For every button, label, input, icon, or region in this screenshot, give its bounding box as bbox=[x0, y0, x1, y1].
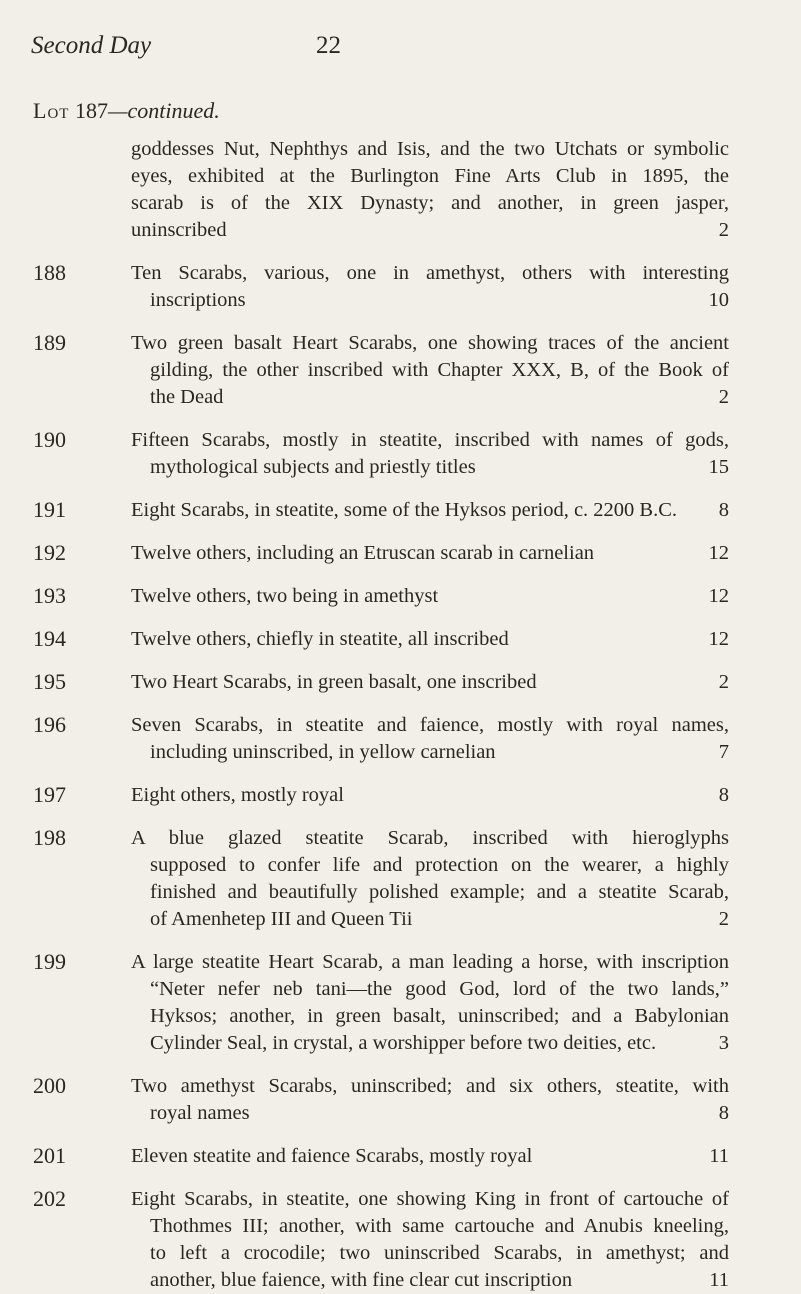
description-line: gilding, the other inscribed with Chapter XXX, B, of the Book of bbox=[150, 359, 729, 381]
description-line: Ten Scarabs, various, one in amethyst, others with interesting bbox=[131, 262, 729, 284]
lot-number: 200 bbox=[33, 1073, 66, 1098]
description-line: Twelve others, including an Etruscan scarab in carnelian 12 bbox=[131, 540, 729, 567]
lot-number: 197 bbox=[33, 782, 66, 807]
lot-quantity: 2 bbox=[718, 671, 729, 693]
lot-description bbox=[131, 136, 729, 244]
description-line: inscriptions 10 bbox=[131, 287, 729, 314]
description-line: Cylinder Seal, in crystal, a worshipper before two deities, etc. 3 bbox=[131, 1030, 729, 1057]
lot-quantity: 2 bbox=[718, 219, 729, 241]
lot-quantity: 11 bbox=[709, 1269, 729, 1291]
lot-description bbox=[131, 1073, 729, 1127]
lot-number: 193 bbox=[33, 583, 66, 608]
section-title: Second Day bbox=[31, 32, 152, 59]
description-line: another, blue faience, with fine clear cut inscription 11 bbox=[131, 1267, 729, 1294]
lot-quantity: 3 bbox=[718, 1032, 729, 1054]
lot-quantity: 12 bbox=[708, 542, 729, 564]
continued-label: —continued. bbox=[107, 98, 220, 123]
description-line: Twelve others, two being in amethyst 12 bbox=[131, 583, 729, 610]
page-number: 22 bbox=[316, 32, 341, 59]
lot-description bbox=[131, 1186, 729, 1294]
lot-quantity: 11 bbox=[709, 1145, 729, 1167]
description-line: eyes, exhibited at the Burlington Fine Arts Club in 1895, the bbox=[131, 165, 729, 187]
lot-quantity: 2 bbox=[718, 386, 729, 408]
description-line: Hyksos; another, in green basalt, uninscribed; and a Babylonian bbox=[150, 1005, 729, 1027]
lot-description bbox=[131, 825, 729, 933]
lot-number: 191 bbox=[33, 497, 66, 522]
lot-description bbox=[131, 260, 729, 314]
description-line: Eight Scarabs, in steatite, one showing King in front of cartouche of bbox=[131, 1188, 729, 1210]
lot-number: 194 bbox=[33, 626, 66, 651]
lot-description bbox=[131, 1143, 729, 1170]
lot-number: 199 bbox=[33, 949, 66, 974]
lot-number: 196 bbox=[33, 712, 66, 737]
lot-heading bbox=[33, 98, 220, 124]
description-line: Eight others, mostly royal 8 bbox=[131, 782, 729, 809]
lot-description bbox=[131, 497, 729, 524]
description-line: Twelve others, chiefly in steatite, all inscribed 12 bbox=[131, 626, 729, 653]
description-line: scarab is of the XIX Dynasty; and another, in green jasper, bbox=[131, 192, 729, 214]
page-header bbox=[31, 32, 591, 72]
lot-number: 190 bbox=[33, 427, 66, 452]
description-line: to left a crocodile; two uninscribed Scarabs, in amethyst; and bbox=[150, 1242, 729, 1264]
lot-number: 195 bbox=[33, 669, 66, 694]
description-line: finished and beautifully polished example; and a steatite Scarab, bbox=[150, 881, 729, 903]
lot-number: 201 bbox=[33, 1143, 66, 1168]
description-line: uninscribed 2 bbox=[131, 217, 729, 244]
description-line: including uninscribed, in yellow carnelian 7 bbox=[131, 739, 729, 766]
lot-description bbox=[131, 782, 729, 809]
lot-description bbox=[131, 427, 729, 481]
description-line: Eight Scarabs, in steatite, some of the Hyksos period, c. 2200 B.C. 8 bbox=[131, 497, 729, 524]
lot-number: 189 bbox=[33, 330, 66, 355]
description-line: goddesses Nut, Nephthys and Isis, and the two Utchats or symbolic bbox=[131, 138, 729, 160]
lot-description bbox=[131, 626, 729, 653]
lot-number: 202 bbox=[33, 1186, 66, 1211]
description-line: Two amethyst Scarabs, uninscribed; and six others, steatite, with bbox=[131, 1075, 729, 1097]
description-line: A large steatite Heart Scarab, a man leading a horse, with inscription bbox=[131, 951, 729, 973]
lot-label: Lot bbox=[33, 98, 70, 123]
lot-quantity: 2 bbox=[718, 908, 729, 930]
lot-quantity: 10 bbox=[708, 289, 729, 311]
lot-description bbox=[131, 712, 729, 766]
lot-number: 192 bbox=[33, 540, 66, 565]
lot-heading-number: 187 bbox=[74, 98, 108, 123]
description-line: mythological subjects and priestly titles 15 bbox=[131, 454, 729, 481]
lot-quantity: 12 bbox=[708, 628, 729, 650]
lot-description bbox=[131, 583, 729, 610]
lot-number: 188 bbox=[33, 260, 66, 285]
description-line: A blue glazed steatite Scarab, inscribed with hieroglyphs bbox=[131, 827, 729, 849]
description-line: the Dead 2 bbox=[131, 384, 729, 411]
description-line: supposed to confer life and protection on the wearer, a highly bbox=[150, 854, 729, 876]
description-line: royal names 8 bbox=[131, 1100, 729, 1127]
lot-quantity: 12 bbox=[708, 585, 729, 607]
description-line: Two Heart Scarabs, in green basalt, one inscribed 2 bbox=[131, 669, 729, 696]
lot-quantity: 8 bbox=[718, 1102, 729, 1124]
description-line: of Amenhetep III and Queen Tii 2 bbox=[131, 906, 729, 933]
lot-description bbox=[131, 949, 729, 1057]
description-line: “Neter nefer neb tani—the good God, lord of the two lands,” bbox=[150, 978, 729, 1000]
description-line: Eleven steatite and faience Scarabs, mostly royal 11 bbox=[131, 1143, 729, 1170]
lot-description bbox=[131, 669, 729, 696]
lot-quantity: 8 bbox=[718, 784, 729, 806]
lot-quantity: 8 bbox=[718, 499, 729, 521]
lot-quantity: 15 bbox=[708, 456, 729, 478]
description-line: Two green basalt Heart Scarabs, one showing traces of the ancient bbox=[131, 332, 729, 354]
lot-description bbox=[131, 540, 729, 567]
description-line: Seven Scarabs, in steatite and faience, mostly with royal names, bbox=[131, 714, 729, 736]
description-line: Thothmes III; another, with same cartouche and Anubis kneeling, bbox=[150, 1215, 729, 1237]
description-line: Fifteen Scarabs, mostly in steatite, inscribed with names of gods, bbox=[131, 429, 729, 451]
lot-description bbox=[131, 330, 729, 411]
lot-number: 198 bbox=[33, 825, 66, 850]
lot-quantity: 7 bbox=[718, 741, 729, 763]
